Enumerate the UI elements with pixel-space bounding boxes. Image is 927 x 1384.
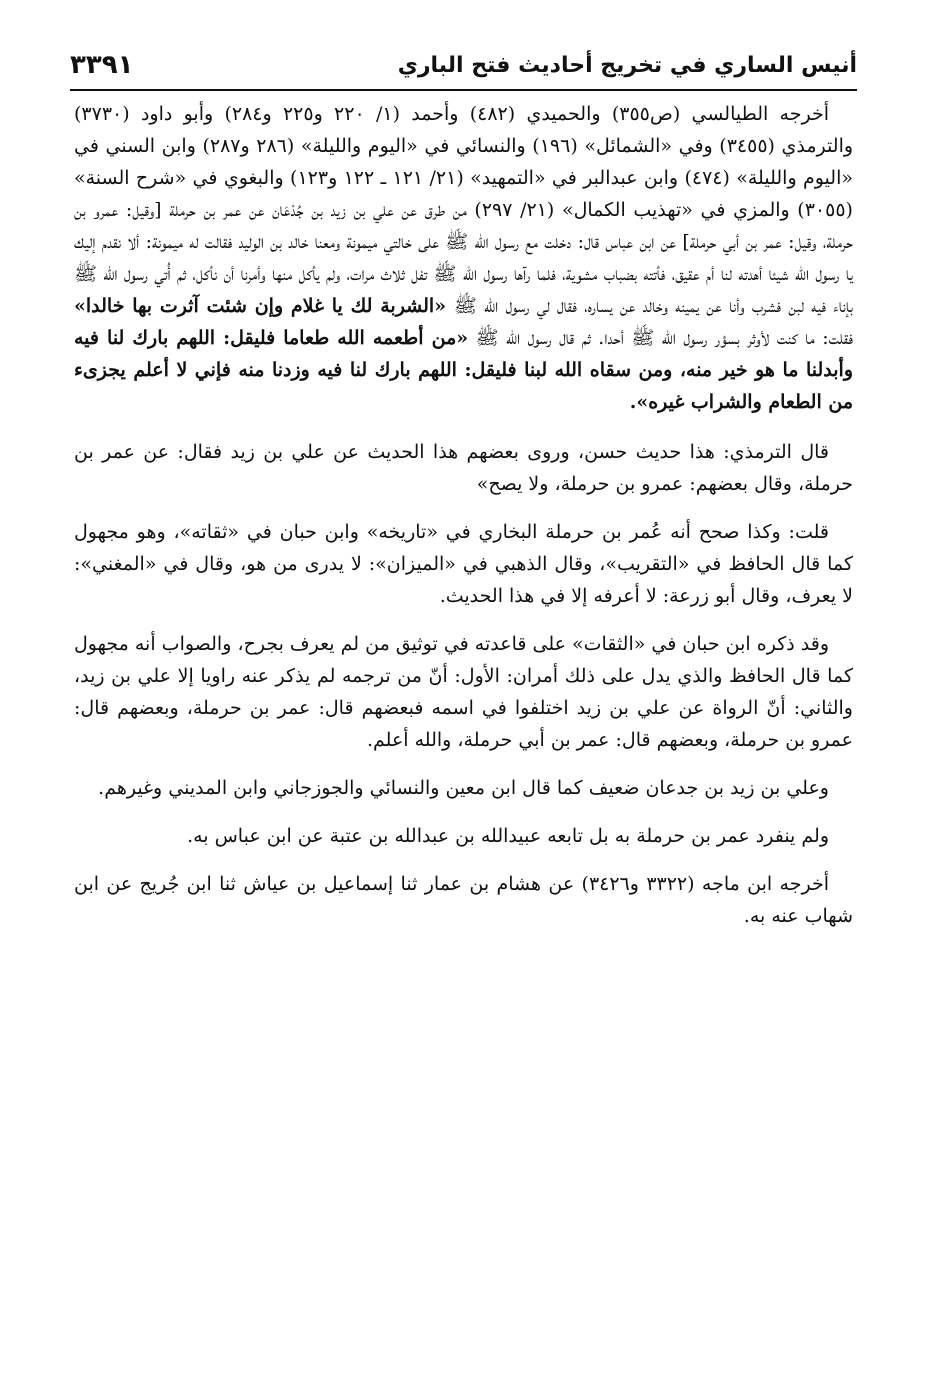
paragraph-mutabaah: ولم ينفرد عمر بن حرملة به بل تابعه عبيدالله بن عبدالله بن عتبة عن ابن عباس به.	[187, 825, 829, 847]
paragraph-narrator: وعلي بن زيد بن جدعان ضعيف كما قال ابن معين والنسائي والجوزجاني وابن المديني وغيرهم.	[98, 777, 829, 799]
page-header	[70, 44, 857, 86]
paragraph-text: أخرجه الطيالسي (ص٣٥٥) والحميدي (٤٨٢) وأحمد (١/ ٢٢٠ و٢٢٥ و٢٨٤) وأبو داود (٣٧٣٠) والترمذي (٣٤٥٥) وفي «الشمائل» (١٩٦) والنسائي في «اليوم والليلة» (٢٨٦ و٢٨٧) وابن السني في «اليوم والليلة» (٤٧٤) وابن عبدالبر في «التمهيد» (٢١/ ١٢١ ـ ١٢٢ و١٢٣) والبغوي في «شرح السنة» (٣٠٥٥) والمزي في «تهذيب الكمال» (٢١/ ٢٩٧) من طرق عن علي بن زيد بن جُدْعَان عن عمر بن حرملة [وقيل: عمرو بن حرملة، وقيل: عمر بن أبي حرملة] عن ابن عباس قال: دخلت مع رسول الله ﷺ على خالتي ميمونة ومعنا خالد بن الوليد فقالت له ميمونة: ألا نقدم إليك يا رسول الله شيئا أهدته لنا أم عقيق، فأتته بضباب مشوية، فلما رآها رسول الله ﷺ تفل ثلاث مرات، ولم يأكل منها وأمرنا أن نأكل، ثم أُتي رسول الله ﷺ بإناء فيه لبن فشرب وأنا عن يمينه وخالد عن يساره، فقال لي رسول الله ﷺ	[74, 103, 854, 317]
paragraph-ibn-majah: أخرجه ابن ماجه (٣٣٢٢ و٣٤٢٦) عن هشام بن عمار ثنا إسماعيل بن عياش ثنا ابن جُريج عن ابن شهاب عنه به.	[74, 873, 853, 927]
header-divider	[70, 89, 857, 91]
main-text	[74, 98, 853, 948]
hadith-quote: «من أطعمه الله طعاما فليقل: اللهم بارك لنا فيه وأبدلنا ما هو خير منه، ومن سقاه الله لبنا فليقل: اللهم بارك لنا فيه وزدنا منه فإني لا أعلم يجزىء من الطعام والشراب غيره».	[74, 327, 853, 413]
page-number: ٣٣٩١	[70, 50, 134, 80]
hadith-quote: «الشربة لك يا غلام وإن شئت آثرت بها خالدا»	[74, 295, 454, 317]
paragraph-discussion: وقد ذكره ابن حبان في «الثقات» على قاعدته في توثيق من لم يعرف بجرح، والصواب أنه مجهول كما قال الحافظ والذي يدل على ذلك أمران: الأول: أنّ من ترجمه لم يذكر عنه راويا إلا علي بن زيد، والثاني: أنّ الرواة عن علي بن زيد اختلفوا في اسمه فبعضهم قال: عمر بن حرملة، وبعضهم قال: عمرو بن حرملة، وبعضهم قال: عمر بن أبي حرملة، والله أعلم.	[74, 633, 853, 751]
paragraph-tirmidhi: قال الترمذي: هذا حديث حسن، وروى بعضهم هذا الحديث عن علي بن زيد فقال: عن عمر بن حرملة، وقال بعضهم: عمرو بن حرملة، ولا يصح»	[74, 441, 853, 495]
paragraph-note: قلت: وكذا صحح أنه عُمر بن حرملة البخاري في «تاريخه» وابن حبان في «ثقاته»، وهو مجهول كما قال الحافظ في «التقريب»، وقال الذهبي في «الميزان»: لا يدرى من هو، وقال في «المغني»: لا يعرف، وقال أبو زرعة: لا أعرفه إلا في هذا الحديث.	[74, 521, 853, 607]
paragraph-text: فقلت: ما كنت لأوثر بسؤر رسول الله ﷺ أحدا. ثم قال رسول الله ﷺ	[468, 327, 853, 349]
paragraph-takhrij	[74, 98, 853, 418]
running-title: أنيس الساري في تخريج أحاديث فتح الباري	[397, 52, 857, 78]
